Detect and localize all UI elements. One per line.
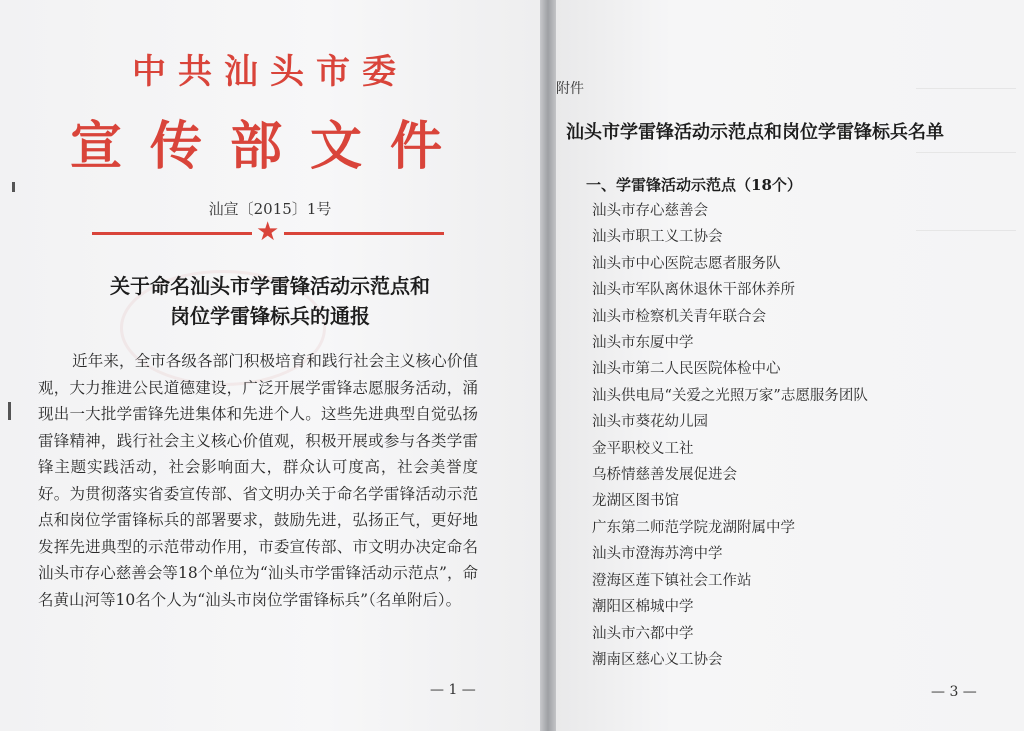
list-item: 金平职校义工社 <box>592 440 694 457</box>
margin-mark <box>8 402 11 420</box>
section-heading: 一、学雷锋活动示范点（18个） <box>586 176 802 194</box>
list-item: 汕头市中心医院志愿者服务队 <box>592 255 781 272</box>
list-item: 汕头市检察机关青年联合会 <box>592 308 766 325</box>
list-item: 广东第二师范学院龙湖附属中学 <box>592 519 795 536</box>
attachment-list-title: 汕头市学雷锋活动示范点和岗位学雷锋标兵名单 <box>566 122 944 143</box>
document-type-title: 宣传部文件 <box>69 116 470 177</box>
list-item: 潮南区慈心义工协会 <box>592 651 723 668</box>
red-star-icon: ★ <box>256 217 280 247</box>
list-item: 汕头市澄海苏湾中学 <box>592 546 723 563</box>
list-item: 潮阳区棉城中学 <box>592 599 694 616</box>
list-item: 汕头市葵花幼儿园 <box>592 414 708 431</box>
list-item: 汕头市六都中学 <box>592 625 694 642</box>
page-number-right: — 3 — <box>931 684 977 700</box>
list-item: 汕头市第二人民医院体检中心 <box>592 361 781 378</box>
notice-title-line-1: 关于命名汕头市学雷锋活动示范点和 <box>110 274 430 298</box>
list-item: 汕头市存心慈善会 <box>592 203 708 219</box>
list-item: 汕头市职工义工协会 <box>592 229 723 246</box>
document-number: 汕宣〔2015〕1号 <box>208 200 332 218</box>
list-item: 乌桥情慈善发展促进会 <box>592 467 737 484</box>
margin-mark <box>12 182 15 192</box>
bleed-through-line <box>916 88 1016 89</box>
list-item: 汕头市军队离休退休干部休养所 <box>592 282 795 299</box>
red-rule-right <box>284 232 444 235</box>
list-item: 澄海区莲下镇社会工作站 <box>592 572 752 589</box>
list-item: 汕头供电局“关爱之光照万家”志愿服务团队 <box>592 387 868 404</box>
attachment-label: 附件 <box>556 81 584 97</box>
bleed-through-line <box>916 152 1016 153</box>
issuing-organization: 中共汕头市委 <box>132 52 408 92</box>
page-number-left: — 1 — <box>430 682 476 698</box>
bleed-through-line <box>916 230 1016 231</box>
notice-body-text: 近年来，全市各级各部门积极培育和践行社会主义核心价值观，大力推进公民道德建设，广泛开展学雷锋志愿服务活动，涌现出一大批学雷锋先进集体和先进个人。这些先进典型自觉弘扬雷锋精神，践行社会主义核心价值观，积极开展或参与各类学雷锋主题实践活动，社会影响面大，群众认可度高，社会美誉度好。为贯彻落实省委宣传部、省文明办关于命名学雷锋活动示范点和岗位学雷锋标兵的部署要求，鼓励先进，弘扬正气，更好地发挥先进典型的示范带动作用，市委宣传部、市文明办决定命名汕头市存心慈善会等18个单位为“汕头市学雷锋活动示范点”，命名黄山河等10名个人为“汕头市岗位学雷锋标兵”（名单附后）。 <box>38 352 478 609</box>
demonstration-site-list <box>592 198 868 673</box>
notice-title-line-2: 岗位学雷锋标兵的通报 <box>170 304 370 328</box>
list-item: 龙湖区图书馆 <box>592 493 679 510</box>
red-rule-left <box>92 232 252 235</box>
list-item: 汕头市东厦中学 <box>592 335 694 352</box>
notice-body <box>38 348 478 613</box>
book-gutter <box>540 0 556 731</box>
right-page <box>556 0 1024 731</box>
